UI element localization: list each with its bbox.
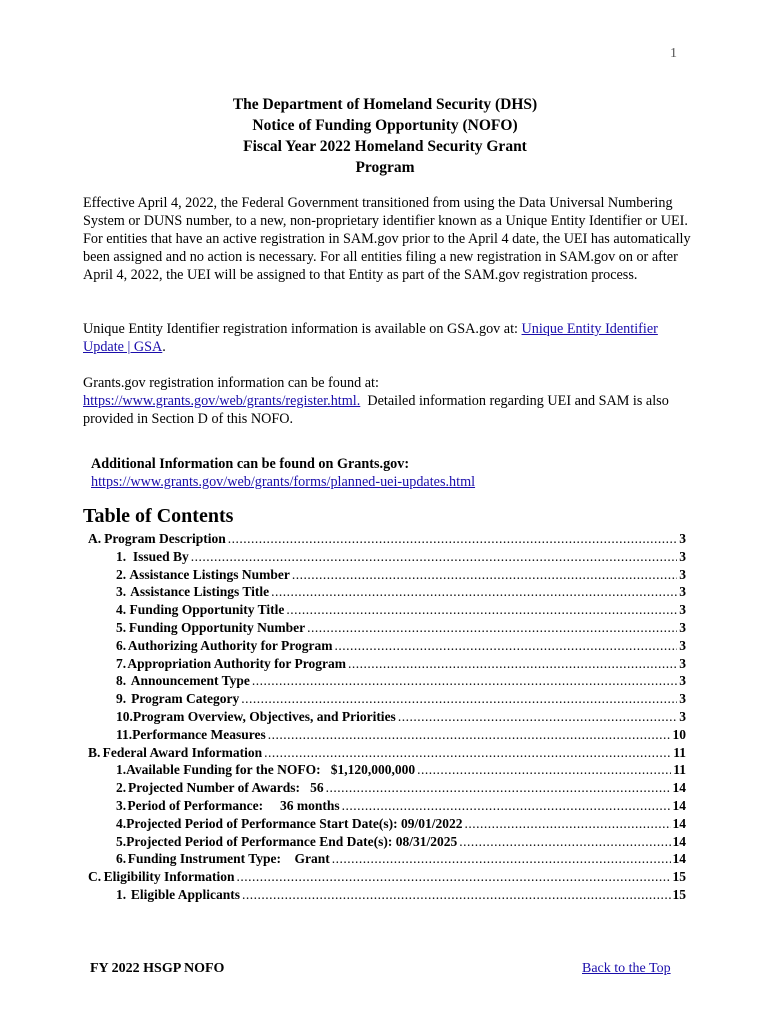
toc-entry-number: C.	[88, 869, 102, 885]
toc-entry-label: Authorizing Authority for Program	[127, 637, 333, 653]
toc-entry-page: 3	[679, 673, 686, 689]
toc-entry-number: 7.	[116, 655, 127, 671]
footer-document-name: FY 2022 HSGP NOFO	[90, 961, 225, 976]
toc-dot-leader	[252, 672, 677, 690]
toc-entry-label: Issued By	[132, 548, 189, 564]
toc-entry-page: 15	[672, 886, 686, 902]
toc-entry-number: 1.	[116, 762, 127, 778]
toc-entry[interactable]	[88, 761, 686, 779]
toc-entry-label: Appropriation Authority for Program	[127, 655, 347, 671]
toc-entry-page: 3	[679, 548, 686, 564]
toc-entry-label: Period of Performance: 36 months	[127, 797, 340, 813]
toc-title: Table of Contents	[83, 505, 234, 527]
toc-entry[interactable]	[88, 548, 686, 566]
toc-entry-number: 2.	[116, 780, 127, 796]
toc-entry-number: 11.	[116, 726, 133, 742]
toc-entry-number: 9.	[116, 691, 127, 707]
toc-entry-page: 3	[679, 691, 686, 707]
toc-entry-label: Eligibility Information	[103, 869, 235, 885]
title-line-4: Program	[355, 159, 415, 176]
toc-entry-label: Funding Instrument Type: Grant	[127, 851, 330, 867]
toc-entry[interactable]	[88, 530, 686, 548]
title-line-1: The Department of Homeland Security (DHS)	[232, 96, 538, 113]
toc-dot-leader	[459, 833, 670, 851]
toc-dot-leader	[332, 850, 671, 868]
toc-entry[interactable]	[88, 868, 686, 886]
toc-entry-label: Program Description	[104, 531, 226, 546]
toc-dot-leader	[307, 619, 677, 637]
toc-dot-leader	[465, 815, 671, 833]
toc-entry-label: Funding Opportunity Number	[128, 619, 306, 635]
toc-entry-number: 1.	[116, 548, 127, 564]
toc-entry[interactable]	[88, 815, 686, 833]
toc-entry-label: Eligible Applicants	[130, 886, 240, 902]
grants-paragraph-text: Grants.gov registration information can be found at:	[83, 375, 379, 391]
toc-dot-leader	[191, 548, 677, 566]
toc-dot-leader	[326, 779, 671, 797]
additional-info-block	[91, 455, 475, 491]
toc-entry-page: 3	[679, 584, 686, 600]
toc-entry-number: 2.	[116, 566, 127, 582]
toc-dot-leader	[228, 530, 678, 548]
toc-dot-leader	[236, 868, 670, 886]
toc-entry-label: Projected Period of Performance Start Date(s): 09/01/2022	[126, 815, 463, 831]
toc-entry-page: 11	[673, 762, 686, 778]
toc-entry-label: Performance Measures	[132, 726, 266, 742]
toc-entry-page: 10	[672, 726, 686, 742]
toc-entry-number: 1.	[116, 886, 127, 902]
toc-entry[interactable]	[88, 779, 686, 797]
toc-entry[interactable]	[88, 850, 686, 868]
toc-entry[interactable]	[88, 690, 686, 708]
toc-entry[interactable]	[88, 797, 686, 815]
toc-entry-number: 5.	[116, 619, 127, 635]
toc-entry-label: Assistance Listings Number	[129, 566, 290, 582]
table-of-contents	[88, 530, 686, 904]
toc-entry[interactable]	[88, 601, 686, 619]
toc-entry-number: 6.	[116, 637, 127, 653]
toc-entry[interactable]	[88, 655, 686, 673]
toc-entry-page: 3	[679, 708, 686, 724]
toc-dot-leader	[417, 761, 671, 779]
toc-entry-page: 15	[672, 869, 686, 885]
toc-entry-label: Announcement Type	[130, 673, 250, 689]
toc-entry-number: 8.	[116, 673, 127, 689]
toc-entry-label: Assistance Listings Title	[130, 584, 270, 600]
page-number: 1	[670, 46, 677, 61]
toc-dot-leader	[271, 583, 677, 601]
toc-entry-page: 14	[672, 833, 686, 849]
toc-entry-label: Program Overview, Objectives, and Priorities	[132, 708, 396, 724]
toc-entry[interactable]	[88, 886, 686, 904]
planned-uei-updates-link[interactable]: https://www.grants.gov/web/grants/forms/planned-uei-updates.html	[91, 474, 476, 490]
toc-entry-label: Available Funding for the NOFO: $1,120,000,000	[126, 762, 416, 778]
back-to-top-link[interactable]: Back to the Top	[582, 961, 671, 976]
toc-dot-leader	[286, 601, 677, 619]
toc-entry-number: 10.	[116, 708, 133, 724]
toc-entry-page: 3	[679, 602, 686, 618]
gsa-uei-link[interactable]: Unique Entity Identifier Update | GSA	[83, 321, 658, 355]
grants-registration-paragraph	[83, 374, 693, 428]
toc-entry-page: 3	[679, 531, 686, 546]
toc-entry-number: 4.	[116, 602, 127, 618]
title-line-3: Fiscal Year 2022 Homeland Security Grant	[243, 138, 527, 155]
toc-entry-page: 14	[672, 797, 686, 813]
toc-entry[interactable]	[88, 708, 686, 726]
toc-dot-leader	[348, 655, 677, 673]
grants-register-link[interactable]: https://www.grants.gov/web/grants/register.html.	[83, 393, 361, 409]
toc-entry-page: 3	[679, 637, 686, 653]
toc-entry-number: 5.	[116, 833, 127, 849]
toc-dot-leader	[268, 726, 671, 744]
toc-dot-leader	[342, 797, 671, 815]
toc-entry-label: Federal Award Information	[102, 744, 263, 760]
toc-entry-page: 14	[672, 780, 686, 796]
toc-entry[interactable]	[88, 583, 686, 601]
toc-entry-page: 3	[679, 655, 686, 671]
toc-entry-label: Projected Period of Performance End Date(s): 08/31/2025	[126, 833, 458, 849]
toc-entry-number: 3.	[116, 797, 127, 813]
toc-entry-number: 3.	[116, 584, 127, 600]
toc-dot-leader	[241, 690, 677, 708]
gsa-paragraph	[83, 320, 693, 356]
toc-entry-page: 14	[672, 851, 686, 867]
document-title	[0, 94, 770, 178]
toc-dot-leader	[334, 637, 677, 655]
toc-entry-number: 6.	[116, 851, 127, 867]
toc-entry[interactable]	[88, 744, 686, 762]
toc-dot-leader	[242, 886, 671, 904]
toc-entry[interactable]	[88, 726, 686, 744]
toc-entry[interactable]	[88, 833, 686, 851]
gsa-paragraph-text: Unique Entity Identifier registration information is available on GSA.gov at:	[83, 321, 522, 337]
toc-entry-label: Funding Opportunity Title	[129, 602, 285, 618]
toc-entry-label: Projected Number of Awards: 56	[127, 780, 324, 796]
toc-entry-page: 3	[679, 566, 686, 582]
toc-entry[interactable]	[88, 637, 686, 655]
gsa-paragraph-end: .	[162, 339, 166, 355]
toc-entry-number: A.	[88, 531, 102, 546]
toc-dot-leader	[264, 744, 671, 762]
toc-entry-number: B.	[88, 744, 101, 760]
toc-entry[interactable]	[88, 619, 686, 637]
toc-dot-leader	[292, 566, 677, 584]
toc-entry-label: Program Category	[131, 691, 240, 707]
toc-entry[interactable]	[88, 672, 686, 690]
toc-entry-number: 4.	[116, 815, 127, 831]
title-line-2: Notice of Funding Opportunity (NOFO)	[252, 117, 518, 134]
additional-info-heading: Additional Information can be found on Grants.gov:	[91, 456, 410, 472]
toc-entry-page: 14	[672, 815, 686, 831]
toc-entry-page: 3	[679, 619, 686, 635]
grants-paragraph-end: Detailed information regarding UEI and SAM is also provided in Section D of this NOFO.	[83, 393, 673, 427]
uei-transition-paragraph: Effective April 4, 2022, the Federal Government transitioned from using the Data Universal Numbering System or DUNS number, to a new, non-proprietary identifier known as a Unique Entity Identifier or UEI. For entities that have an active registration in SAM.gov prior to the April 4 date, the UEI has automatically been assigned and no action is necessary. For all entities filing a new registration in SAM.gov on or after April 4, 2022, the UEI will be assigned to that Entity as part of the SAM.gov registration process.	[83, 195, 691, 283]
toc-dot-leader	[398, 708, 677, 726]
toc-entry-page: 11	[673, 744, 686, 760]
toc-entry[interactable]	[88, 566, 686, 584]
